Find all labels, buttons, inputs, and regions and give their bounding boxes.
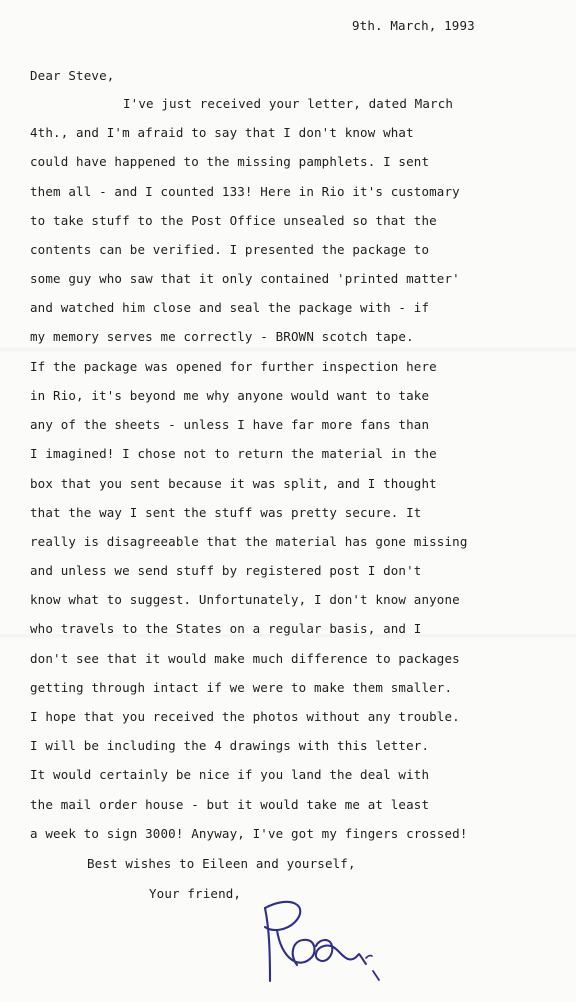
body-line-10: If the package was opened for further inspection here (30, 359, 437, 374)
letter-date: 9th. March, 1993 (352, 18, 475, 33)
body-line-23: I will be including the 4 drawings with this letter. (30, 738, 430, 753)
body-line-9: my memory serves me correctly - BROWN scotch tape. (30, 329, 414, 344)
body-line-26: a week to sign 3000! Anyway, I've got my fingers crossed! (30, 826, 468, 841)
body-line-12: any of the sheets - unless I have far more fans than (30, 417, 430, 432)
body-line-15: that the way I sent the stuff was pretty secure. It (30, 505, 422, 520)
body-line-18: know what to suggest. Unfortunately, I don't know anyone (30, 592, 460, 607)
body-line-22: I hope that you received the photos without any trouble. (30, 709, 460, 724)
body-line-24: It would certainly be nice if you land the deal with (30, 767, 430, 782)
body-line-8: and watched him close and seal the package with - if (30, 300, 430, 315)
body-line-14: box that you sent because it was split, and I thought (30, 476, 437, 491)
body-line-1: I've just received your letter, dated March (123, 96, 454, 111)
body-line-13: I imagined! I chose not to return the material in the (30, 446, 437, 461)
body-line-20: don't see that it would make much difference to packages (30, 651, 460, 666)
body-line-11: in Rio, it's beyond me why anyone would want to take (30, 388, 430, 403)
signature (248, 888, 388, 988)
body-line-16: really is disagreeable that the material has gone missing (30, 534, 468, 549)
body-line-17: and unless we send stuff by registered post I don't (30, 563, 422, 578)
sign-off: Your friend, (149, 886, 242, 901)
body-line-21: getting through intact if we were to make them smaller. (30, 680, 453, 695)
body-line-6: contents can be verified. I presented the package to (30, 242, 430, 257)
body-line-25: the mail order house - but it would take me at least (30, 797, 430, 812)
body-line-7: some guy who saw that it only contained 'printed matter' (30, 271, 460, 286)
body-line-2: 4th., and I'm afraid to say that I don't know what (30, 125, 414, 140)
salutation: Dear Steve, (30, 68, 115, 83)
body-line-4: them all - and I counted 133! Here in Rio it's customary (30, 184, 460, 199)
body-line-3: could have happened to the missing pamphlets. I sent (30, 154, 430, 169)
body-line-19: who travels to the States on a regular basis, and I (30, 621, 422, 636)
closing-line: Best wishes to Eileen and yourself, (87, 856, 356, 871)
body-line-5: to take stuff to the Post Office unsealed so that the (30, 213, 437, 228)
